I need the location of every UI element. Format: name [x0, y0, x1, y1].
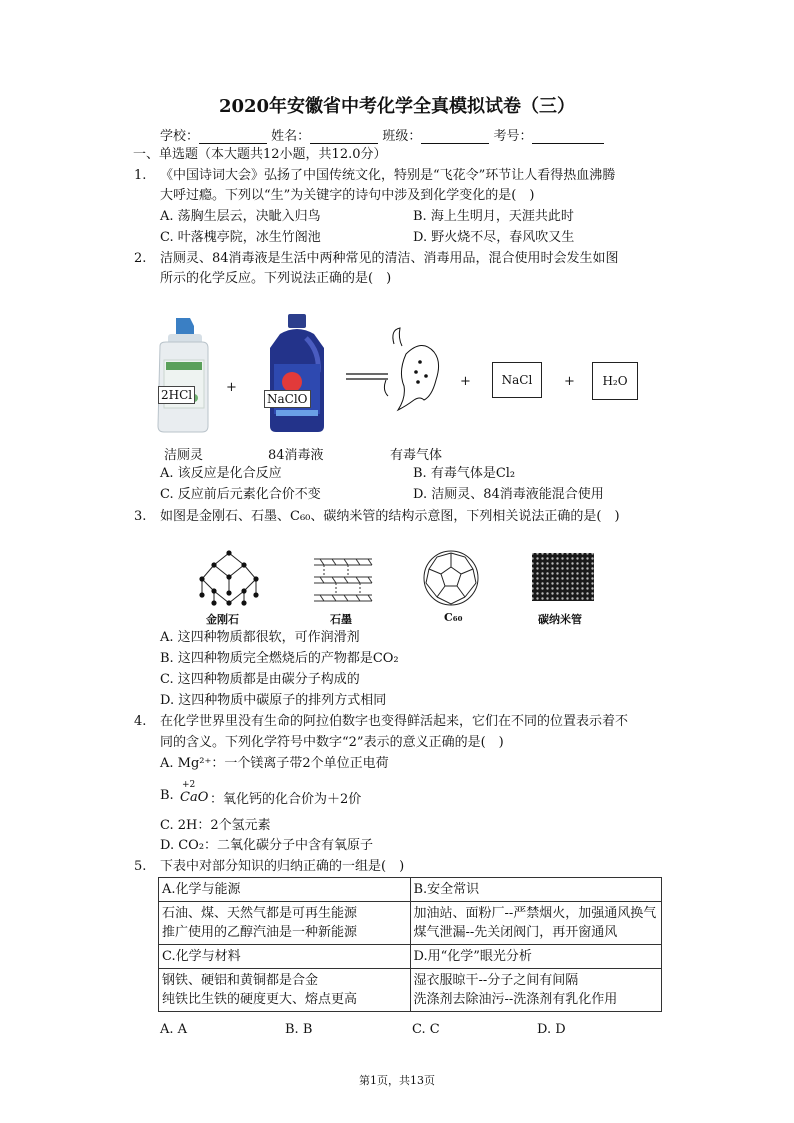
table-row — [159, 878, 662, 902]
caption-84-disinfectant: 84消毒液 — [268, 448, 324, 463]
table-cell-text: 石油、煤、天然气都是可再生能源 推广使用的乙醇汽油是一种新能源 — [162, 906, 358, 940]
caption-graphite: 石墨 — [330, 613, 352, 626]
q3-option-b[interactable]: B. 这四种物质完全燃烧后的产物都是CO₂ — [160, 651, 399, 666]
table-cell-text: 加油站、面粉厂--严禁烟火，加强通风换气 煤气泄漏--先关闭阀门，再开窗通风 — [413, 906, 657, 940]
carbon-nanotube-icon — [530, 551, 596, 603]
q5-option-c[interactable]: C. C — [412, 1022, 440, 1037]
q4-stem-line1: 在化学世界里没有生命的阿拉伯数字也变得鲜活起来，它们在不同的位置表示着不 — [160, 714, 629, 729]
product-water-box: H₂O — [592, 362, 638, 400]
table-cell-text: 湿衣服晾干--分子之间有间隔 洗涤剂去除油污--洗涤剂有乳化作用 — [413, 973, 618, 1007]
q3-stem-line1: 如图是金刚石、石墨、C₆₀、碳纳米管的结构示意图，下列相关说法正确的是( ) — [160, 509, 620, 524]
name-blank[interactable] — [310, 130, 378, 144]
q2-option-d[interactable]: D. 洁厕灵、84消毒液能混合使用 — [413, 487, 604, 502]
q1-stem-line2: 大呼过瘾。下列以“生”为关键字的诗句中涉及到化学变化的是( ) — [160, 188, 535, 203]
q3-option-a[interactable]: A. 这四种物质都很软，可作润滑剂 — [160, 630, 360, 645]
q3-carbon-structures-figure — [190, 545, 610, 630]
q1-option-d[interactable]: D. 野火烧不尽，春风吹又生 — [413, 230, 575, 245]
table-cell — [159, 969, 411, 1012]
q4-option-d[interactable]: D. CO₂：二氧化碳分子中含有氧原子 — [160, 838, 374, 853]
table-cell-text: A.化学与能源 — [162, 882, 241, 897]
q4-option-b-formula: CaO — [180, 790, 209, 805]
q5-number: 5. — [134, 859, 147, 874]
q2-stem-line1: 洁厕灵、84消毒液是生活中两种常见的清洁、消毒用品，混合使用时会发生如图 — [160, 251, 619, 266]
q1-option-c[interactable]: C. 叶落槐亭院，冰生竹阁池 — [160, 230, 321, 245]
q2-reaction-figure — [150, 310, 650, 463]
q4-option-b-valence: +2 — [182, 780, 196, 790]
q2-option-a[interactable]: A. 该反应是化合反应 — [160, 466, 282, 481]
q4-option-b-text: ：氧化钙的化合价为＋2价 — [210, 792, 362, 807]
school-label: 学校： — [160, 129, 200, 144]
caption-toxic-gas: 有毒气体 — [390, 448, 443, 463]
q3-option-d[interactable]: D. 这四种物质中碳原子的排列方式相同 — [160, 693, 387, 708]
number-label: 考号： — [493, 129, 533, 144]
table-row — [159, 945, 662, 969]
table-row — [159, 969, 662, 1012]
toxic-gas-cloud-icon — [376, 320, 456, 420]
school-blank[interactable] — [199, 130, 267, 144]
bottle2-formula-label: NaClO — [264, 390, 311, 408]
caption-diamond: 金刚石 — [206, 613, 239, 626]
caption-toilet-cleaner: 洁厕灵 — [164, 448, 204, 463]
q4-option-b-prefix: B. — [160, 788, 174, 803]
bottle1-formula-label: 2HCl — [158, 386, 195, 404]
table-cell — [410, 878, 662, 902]
q3-number: 3. — [134, 509, 147, 524]
diamond-structure-icon — [194, 549, 264, 607]
section-heading: 一、单选题（本大题共12小题，共12.0分） — [133, 147, 387, 162]
caption-c60: C₆₀ — [444, 611, 463, 624]
q4-option-c[interactable]: C. 2H：2个氢元素 — [160, 818, 271, 833]
class-label: 班级： — [382, 129, 422, 144]
page-footer: 第1页，共13页 — [359, 1074, 435, 1087]
table-cell-text: D.用“化学”眼光分析 — [413, 949, 532, 964]
q1-option-a[interactable]: A. 荡胸生层云，决眦入归鸟 — [160, 209, 321, 224]
q5-option-b[interactable]: B. B — [285, 1022, 313, 1037]
disinfectant-bottle-icon — [262, 312, 332, 436]
q5-option-a[interactable]: A. A — [160, 1022, 188, 1037]
toilet-cleaner-bottle-icon — [154, 316, 212, 434]
q2-stem-line2: 所示的化学反应。下列说法正确的是( ) — [160, 271, 392, 286]
table-cell — [410, 945, 662, 969]
graphite-structure-icon — [310, 553, 376, 605]
q2-number: 2. — [134, 251, 147, 266]
table-cell-text: B.安全常识 — [413, 882, 480, 897]
class-blank[interactable] — [421, 130, 489, 144]
table-cell — [410, 902, 662, 945]
table-cell — [410, 969, 662, 1012]
c60-fullerene-icon — [420, 547, 482, 609]
q2-option-c[interactable]: C. 反应前后元素化合价不变 — [160, 487, 321, 502]
name-label: 姓名： — [271, 129, 311, 144]
plus-sign-3: + — [564, 374, 575, 389]
table-cell — [159, 878, 411, 902]
table-cell-text: 钢铁、硬铝和黄铜都是合金 纯铁比生铁的硬度更大、熔点更高 — [162, 973, 358, 1007]
plus-sign-1: + — [226, 380, 237, 395]
table-cell — [159, 902, 411, 945]
page-title: 2020年安徽省中考化学全真模拟试卷（三） — [218, 96, 576, 117]
number-blank[interactable] — [532, 130, 604, 144]
plus-sign-2: + — [460, 374, 471, 389]
table-cell — [159, 945, 411, 969]
q4-number: 4. — [134, 714, 147, 729]
q4-option-a[interactable]: A. Mg²⁺：一个镁离子带2个单位正电荷 — [160, 756, 389, 771]
caption-nanotube: 碳纳米管 — [538, 613, 582, 626]
q1-stem-line1: 《中国诗词大会》弘扬了中国传统文化，特别是“飞花令”环节让人看得热血沸腾 — [160, 168, 616, 183]
product-nacl-box: NaCl — [492, 362, 542, 398]
q1-number: 1. — [134, 168, 147, 183]
table-cell-text: C.化学与材料 — [162, 949, 241, 964]
table-row — [159, 902, 662, 945]
q1-option-b[interactable]: B. 海上生明月，天涯共此时 — [413, 209, 574, 224]
q5-stem-line1: 下表中对部分知识的归纳正确的一组是( ) — [160, 859, 405, 874]
q3-option-c[interactable]: C. 这四种物质都是由碳分子构成的 — [160, 672, 360, 687]
q4-stem-line2: 同的含义。下列化学符号中数字“2”表示的意义正确的是( ) — [160, 735, 504, 750]
q2-option-b[interactable]: B. 有毒气体是Cl₂ — [413, 466, 516, 481]
q5-knowledge-table — [158, 877, 662, 1012]
student-info-line — [160, 125, 604, 144]
q5-option-d[interactable]: D. D — [537, 1022, 566, 1037]
